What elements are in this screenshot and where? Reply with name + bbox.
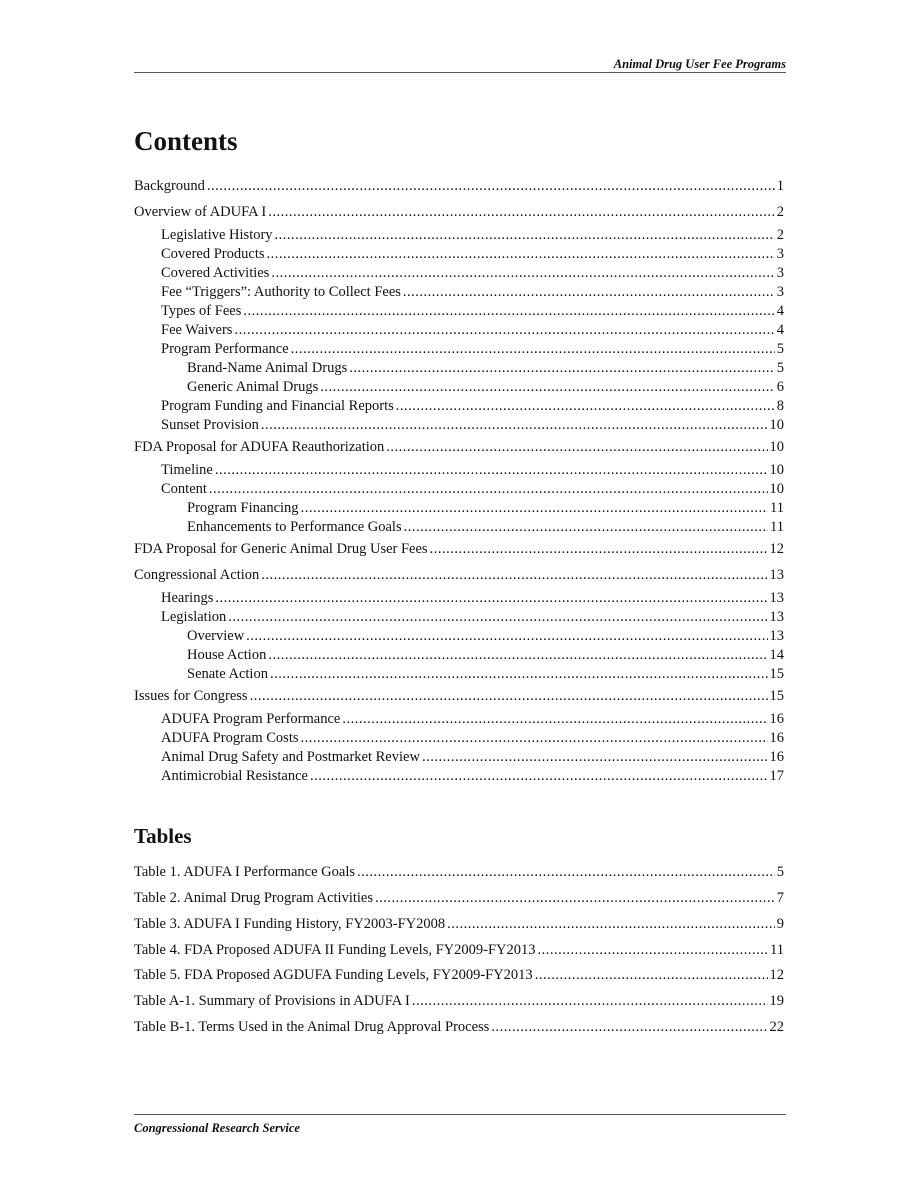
toc-entry-page: 8: [776, 398, 784, 414]
toc-entry-label: Background: [134, 178, 205, 194]
toc-entry-page: 10: [769, 481, 784, 497]
toc-entry[interactable]: [134, 499, 784, 517]
dot-leader: [243, 302, 774, 320]
toc-entry[interactable]: [134, 710, 784, 728]
toc-entry-label: ADUFA Program Costs: [161, 730, 299, 746]
dot-leader: [267, 245, 775, 263]
toc-entry-page: 4: [776, 303, 784, 319]
toc-entry-page: 17: [769, 768, 784, 784]
toc-entry-label: Overview of ADUFA I: [134, 204, 267, 220]
toc-entry[interactable]: [134, 915, 784, 933]
dot-leader: [403, 283, 775, 301]
toc-entry-label: Table A-1. Summary of Provisions in ADUFA I: [134, 993, 410, 1009]
dot-leader: [228, 608, 767, 626]
toc-entry-label: Fee “Triggers”: Authority to Collect Fees: [161, 284, 401, 300]
toc-entry-label: Legislation: [161, 609, 227, 625]
toc-entry-page: 9: [776, 916, 784, 932]
toc-entry-label: ADUFA Program Performance: [161, 711, 341, 727]
toc-entry[interactable]: [134, 438, 784, 456]
dot-leader: [375, 889, 775, 907]
dot-leader: [357, 863, 775, 881]
toc-entry-label: Table 1. ADUFA I Performance Goals: [134, 864, 355, 880]
dot-leader: [234, 321, 774, 339]
toc-entry[interactable]: [134, 627, 784, 645]
toc-entry-page: 15: [769, 688, 784, 704]
dot-leader: [396, 397, 775, 415]
toc-entry-page: 14: [769, 647, 784, 663]
dot-leader: [268, 646, 767, 664]
toc-entry[interactable]: [134, 941, 784, 959]
toc-entry[interactable]: [134, 665, 784, 683]
toc-entry-page: 10: [769, 417, 784, 433]
toc-entry-page: 5: [776, 360, 784, 376]
dot-leader: [215, 589, 767, 607]
toc-entry-page: 2: [776, 204, 784, 220]
dot-leader: [207, 177, 775, 195]
dot-leader: [430, 540, 768, 558]
toc-entry-page: 2: [776, 227, 784, 243]
dot-leader: [447, 915, 775, 933]
toc-entry[interactable]: [134, 480, 784, 498]
toc-entry[interactable]: [134, 687, 784, 705]
toc-entry-label: House Action: [187, 647, 267, 663]
dot-leader: [310, 767, 768, 785]
toc-entry-label: Program Funding and Financial Reports: [161, 398, 394, 414]
toc-entry-label: Enhancements to Performance Goals: [187, 519, 402, 535]
dot-leader: [261, 566, 767, 584]
toc-entry[interactable]: [134, 767, 784, 785]
toc-entry-page: 6: [776, 379, 784, 395]
toc-entry-label: Covered Products: [161, 246, 265, 262]
toc-entry-label: Generic Animal Drugs: [187, 379, 319, 395]
toc-entry-page: 3: [776, 284, 784, 300]
toc-entry[interactable]: [134, 748, 784, 766]
toc-entry-page: 13: [769, 567, 784, 583]
toc-entry-page: 7: [776, 890, 784, 906]
dot-leader: [349, 359, 774, 377]
toc-entry-page: 10: [769, 462, 784, 478]
toc-entry-label: Brand-Name Animal Drugs: [187, 360, 348, 376]
toc-entry[interactable]: [134, 863, 784, 881]
dot-leader: [535, 966, 768, 984]
toc-entry[interactable]: [134, 264, 784, 282]
toc-entry[interactable]: [134, 226, 784, 244]
toc-entry-page: 16: [769, 730, 784, 746]
toc-entry[interactable]: [134, 966, 784, 984]
dot-leader: [250, 687, 768, 705]
dot-leader: [275, 226, 775, 244]
dot-leader: [209, 480, 768, 498]
running-footer: Congressional Research Service: [134, 1114, 786, 1136]
toc-entry-label: Covered Activities: [161, 265, 270, 281]
dot-leader: [271, 264, 774, 282]
toc-entry-page: 13: [769, 628, 784, 644]
toc-entry-label: Timeline: [161, 462, 213, 478]
dot-leader: [301, 499, 768, 517]
toc-entry-label: Content: [161, 481, 207, 497]
toc-entry[interactable]: [134, 646, 784, 664]
toc-entry[interactable]: [134, 302, 784, 320]
dot-leader: [246, 627, 767, 645]
toc-entry-label: Sunset Provision: [161, 417, 259, 433]
toc-entry-page: 22: [769, 1019, 784, 1035]
dot-leader: [320, 378, 774, 396]
toc-entry-label: Fee Waivers: [161, 322, 233, 338]
dot-leader: [422, 748, 768, 766]
toc-entry[interactable]: [134, 540, 784, 558]
dot-leader: [301, 729, 768, 747]
dot-leader: [261, 416, 768, 434]
toc-entry-label: Legislative History: [161, 227, 273, 243]
dot-leader: [491, 1018, 767, 1036]
toc-entry-label: Overview: [187, 628, 245, 644]
dot-leader: [215, 461, 768, 479]
toc-entry[interactable]: [134, 321, 784, 339]
dot-leader: [270, 665, 768, 683]
toc-entry[interactable]: [134, 729, 784, 747]
toc-entry-page: 5: [776, 864, 784, 880]
toc-entry[interactable]: [134, 416, 784, 434]
toc-entry-label: FDA Proposal for ADUFA Reauthorization: [134, 439, 385, 455]
toc-entry-page: 1: [776, 178, 784, 194]
toc-entry-label: Table 2. Animal Drug Program Activities: [134, 890, 374, 906]
toc-entry-label: Table 5. FDA Proposed AGDUFA Funding Levels, FY2009-FY2013: [134, 967, 533, 983]
toc-entry-label: Animal Drug Safety and Postmarket Review: [161, 749, 420, 765]
toc-entry-page: 19: [769, 993, 784, 1009]
toc-entry[interactable]: [134, 518, 784, 536]
toc-entry-label: Table 3. ADUFA I Funding History, FY2003-FY2008: [134, 916, 446, 932]
toc-entry[interactable]: [134, 378, 784, 396]
toc-entry-label: Issues for Congress: [134, 688, 248, 704]
toc-entry-page: 11: [770, 500, 784, 516]
toc-entry-page: 13: [769, 609, 784, 625]
toc-entry-page: 15: [769, 666, 784, 682]
toc-entry-page: 11: [770, 519, 784, 535]
dot-leader: [386, 438, 767, 456]
toc-entry[interactable]: [134, 283, 784, 301]
contents-heading: Contents: [134, 126, 238, 156]
toc-entry-label: Senate Action: [187, 666, 268, 682]
toc-entry-label: Types of Fees: [161, 303, 242, 319]
toc-entry[interactable]: [134, 340, 784, 358]
toc-entry-page: 11: [770, 942, 784, 958]
toc-entry[interactable]: [134, 889, 784, 907]
running-header: Animal Drug User Fee Programs: [134, 56, 786, 73]
toc-entry-label: Antimicrobial Resistance: [161, 768, 308, 784]
toc-entry[interactable]: [134, 203, 784, 221]
tables-heading: Tables: [134, 824, 192, 848]
toc-entry-label: Table B-1. Terms Used in the Animal Drug Approval Process: [134, 1019, 490, 1035]
toc-entry-page: 5: [776, 341, 784, 357]
toc-entry-label: Table 4. FDA Proposed ADUFA II Funding Levels, FY2009-FY2013: [134, 942, 536, 958]
toc-entry[interactable]: [134, 589, 784, 607]
toc-entry[interactable]: [134, 608, 784, 626]
toc-entry-page: 16: [769, 749, 784, 765]
toc-entry-page: 4: [776, 322, 784, 338]
dot-leader: [291, 340, 775, 358]
toc-entry-label: FDA Proposal for Generic Animal Drug User Fees: [134, 541, 428, 557]
toc-entry[interactable]: [134, 1018, 784, 1036]
toc-entry[interactable]: [134, 359, 784, 377]
toc-entry-page: 3: [776, 246, 784, 262]
dot-leader: [268, 203, 775, 221]
toc-entry-page: 10: [769, 439, 784, 455]
toc-entry-page: 12: [769, 541, 784, 557]
toc-entry[interactable]: [134, 992, 784, 1010]
toc-entry-page: 13: [769, 590, 784, 606]
toc-entry-page: 12: [769, 967, 784, 983]
toc-entry-label: Program Performance: [161, 341, 289, 357]
toc-entry[interactable]: [134, 461, 784, 479]
toc-entry-page: 3: [776, 265, 784, 281]
toc-entry[interactable]: [134, 566, 784, 584]
toc-entry[interactable]: [134, 245, 784, 263]
dot-leader: [538, 941, 769, 959]
dot-leader: [342, 710, 767, 728]
dot-leader: [404, 518, 768, 536]
toc-entry[interactable]: [134, 397, 784, 415]
toc-entry[interactable]: [134, 177, 784, 195]
toc-entry-page: 16: [769, 711, 784, 727]
toc-entry-label: Congressional Action: [134, 567, 260, 583]
dot-leader: [412, 992, 768, 1010]
toc-entry-label: Program Financing: [187, 500, 299, 516]
toc-entry-label: Hearings: [161, 590, 214, 606]
